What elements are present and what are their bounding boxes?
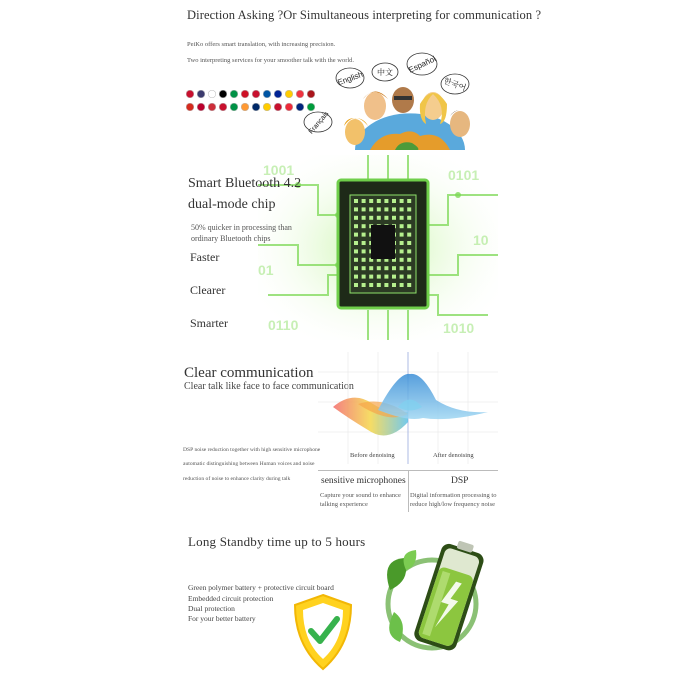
svg-text:01: 01: [258, 262, 274, 278]
audio-subtitle: Clear talk like face to face communication: [184, 381, 354, 392]
row1-flag-icon-7: [252, 90, 260, 98]
row1-flag-icon-1: [186, 90, 194, 98]
chip-feature-smarter: Smarter: [190, 316, 228, 330]
battery-feature-4: For your better battery: [188, 614, 256, 623]
row1-flag-icon-5: [230, 90, 238, 98]
svg-text:1001: 1001: [263, 162, 295, 178]
mic-description: [320, 491, 407, 509]
dsp-heading: DSP: [451, 476, 469, 486]
row1-flag-icon-6: [241, 90, 249, 98]
dsp-description: [410, 491, 498, 509]
svg-text:0101: 0101: [448, 167, 480, 183]
chip-title: [188, 173, 301, 215]
battery-title: Long Standby time up to 5 hours: [188, 534, 366, 549]
audio-note-1: DSP noise reduction together with high sensitive microphone: [183, 447, 321, 453]
row1-flag-icon-9: [274, 90, 282, 98]
row1-flag-icon-10: [285, 90, 293, 98]
after-denoising-label: After denoising: [433, 452, 474, 459]
row1-flag-icon-3: [208, 90, 216, 98]
chip-feature-faster: Faster: [190, 250, 220, 264]
row2-flag-icon-9: [274, 103, 282, 111]
row2-flag-icon-4: [219, 103, 227, 111]
chip-subtitle-line-2: ordinary Bluetooth chips: [191, 234, 271, 243]
battery-feature-1: Green polymer battery + protective circuit board: [188, 583, 334, 592]
row2-flag-icon-6: [241, 103, 249, 111]
bubble-french: Français: [307, 110, 331, 136]
chip-subtitle: [191, 222, 311, 244]
language-people-illustration: [300, 44, 500, 150]
row2-flag-icon-10: [285, 103, 293, 111]
chip-subtitle-line-1: 50% quicker in processing than: [191, 223, 292, 232]
row1-flag-icon-2: [197, 90, 205, 98]
svg-text:1010: 1010: [443, 320, 475, 336]
translation-line-2: Two interpreting services for your smoother talk with the world.: [187, 57, 355, 64]
bubble-english: English: [336, 69, 365, 88]
mic-heading: sensitive microphones: [321, 476, 406, 486]
before-denoising-label: Before denoising: [350, 452, 395, 459]
chip-title-line-1: Smart Bluetooth 4.2: [188, 176, 302, 191]
row2-flag-icon-5: [230, 103, 238, 111]
row2-flag-icon-1: [186, 103, 194, 111]
row2-flag-icon-7: [252, 103, 260, 111]
svg-text:0110: 0110: [268, 317, 299, 333]
green-battery-icon: [382, 540, 494, 658]
row2-flag-icon-3: [208, 103, 216, 111]
translation-line-1: PeiKo offers smart translation, with increasing precision.: [187, 41, 336, 48]
dsp-description-line-2: reduce high/low frequency noise: [410, 501, 496, 508]
chip-feature-clearer: Clearer: [190, 283, 226, 297]
svg-text:10: 10: [473, 232, 489, 248]
audio-title: Clear communication: [184, 365, 314, 381]
bubble-spanish: Español: [407, 54, 438, 75]
bubble-chinese: 中文: [377, 68, 393, 77]
chip-title-line-2: dual-mode chip: [188, 197, 276, 212]
battery-feature-2: Embedded circuit protection: [188, 594, 274, 603]
row1-flag-icon-8: [263, 90, 271, 98]
dsp-description-line-1: Digital information processing to: [410, 492, 497, 499]
row1-flag-icon-4: [219, 90, 227, 98]
bubble-korean: 한국어: [442, 76, 468, 93]
denoise-waveform-illustration: [318, 352, 498, 464]
mic-description-line-1: Capture your sound to enhance: [320, 492, 401, 499]
battery-feature-3: Dual protection: [188, 604, 235, 613]
audio-divider-vertical: [408, 470, 409, 512]
row2-flag-icon-2: [197, 103, 205, 111]
row2-flag-icon-8: [263, 103, 271, 111]
shield-check-icon: [291, 593, 355, 671]
audio-note-2: automatic distinguishing between Human voices and noise: [183, 461, 315, 467]
mic-description-line-2: talking experience: [320, 501, 368, 508]
translation-title: Direction Asking ?Or Simultaneous interpreting for communication ?: [187, 8, 542, 22]
audio-note-3: reduction of noise to enhance clarity during talk: [183, 476, 291, 482]
